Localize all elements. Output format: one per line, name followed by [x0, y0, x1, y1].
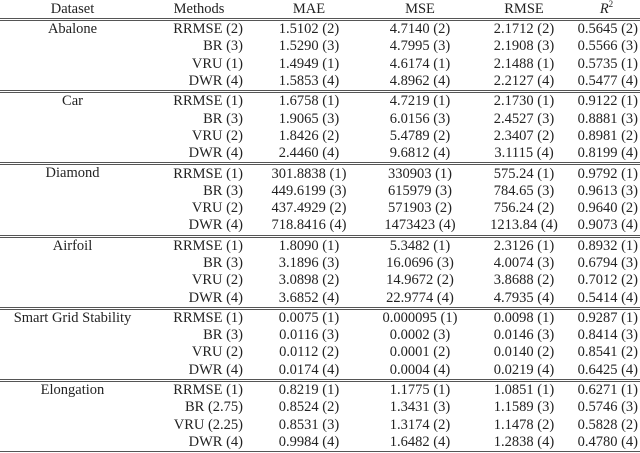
method-cell: VRU (2.25) — [173, 416, 243, 433]
r2-sup: 2 — [608, 0, 614, 10]
rmse-cell: 2.1908 (3) — [493, 38, 555, 55]
mse-cell: 0.0004 (4) — [389, 361, 451, 378]
mse-cell: 330903 (1) — [365, 164, 475, 183]
table-row — [0, 344, 640, 361]
table-row — [0, 380, 640, 399]
dataset-cell — [0, 255, 145, 272]
mae-cell: 449.6199 (3) — [271, 182, 347, 199]
mae-cell: 3.0898 (2) — [278, 272, 340, 289]
dataset-cell — [0, 344, 145, 361]
method-cell: RRMSE (1) — [145, 308, 253, 327]
dataset-group — [0, 308, 640, 380]
table-row — [0, 128, 640, 145]
method-cell: RRMSE (1) — [145, 236, 253, 255]
mae-cell: 437.4929 (2) — [271, 200, 347, 217]
r2-cell: 0.6271 (1) — [573, 380, 640, 399]
mae-cell: 3.1896 (3) — [278, 255, 340, 271]
mae-cell: 1.5102 (2) — [253, 20, 365, 39]
mae-cell: 0.0174 (4) — [278, 361, 340, 378]
rmse-cell: 2.3407 (2) — [493, 127, 555, 144]
dataset-group — [0, 236, 640, 308]
method-cell: BR (3) — [203, 110, 243, 127]
dataset-cell: Airfoil — [0, 236, 145, 255]
rmse-cell: 4.0074 (3) — [493, 255, 555, 271]
r2-cell: 0.9613 (3) — [577, 182, 638, 199]
method-cell: BR (3) — [203, 38, 243, 55]
r2-cell: 0.8541 (2) — [577, 344, 638, 361]
mse-cell: 1.3174 (2) — [389, 416, 451, 433]
r2-cell: 0.9122 (1) — [573, 92, 640, 111]
method-cell: VRU (1) — [191, 55, 243, 72]
mse-cell: 4.6174 (1) — [389, 55, 451, 72]
r2-cell: 0.9287 (1) — [573, 308, 640, 327]
dataset-cell — [0, 399, 145, 416]
dataset-cell: Smart Grid Stability — [0, 308, 145, 327]
method-cell: BR (3) — [203, 255, 243, 271]
rmse-cell: 756.24 (2) — [493, 200, 555, 217]
mse-cell: 6.0156 (3) — [389, 110, 451, 127]
rmse-cell: 1.0851 (1) — [475, 380, 573, 399]
mse-cell: 4.7140 (2) — [365, 20, 475, 39]
method-cell: DWR (4) — [145, 434, 253, 452]
table-row — [0, 20, 640, 39]
method-cell: VRU (2) — [191, 127, 243, 144]
rmse-cell: 1.1478 (2) — [493, 416, 555, 433]
rmse-cell: 2.1730 (1) — [475, 92, 573, 111]
mae-cell: 0.8219 (1) — [253, 380, 365, 399]
dataset-cell — [0, 110, 145, 127]
dataset-group — [0, 164, 640, 236]
mse-cell: 4.8962 (4) — [389, 73, 451, 90]
mse-cell: 0.000095 (1) — [365, 308, 475, 327]
dataset-group — [0, 380, 640, 451]
rmse-cell: 1.2838 (4) — [475, 434, 573, 452]
dataset-cell — [0, 200, 145, 217]
header-dataset: Dataset — [50, 1, 95, 17]
mae-cell: 2.4460 (4) — [278, 145, 340, 162]
dataset-cell — [0, 145, 145, 164]
mae-cell: 1.5290 (3) — [278, 38, 340, 55]
mse-cell: 0.0002 (3) — [389, 327, 451, 344]
dataset-cell — [0, 327, 145, 344]
mae-cell: 1.8090 (1) — [253, 236, 365, 255]
r2-cell: 0.5414 (4) — [577, 289, 638, 306]
table-row — [0, 272, 640, 289]
rmse-cell: 2.3126 (1) — [475, 236, 573, 255]
table-row — [0, 236, 640, 255]
dataset-cell — [0, 362, 145, 381]
table-header — [0, 0, 640, 20]
r2-cell: 0.8199 (4) — [577, 145, 638, 162]
mse-cell: 4.7219 (1) — [365, 92, 475, 111]
rmse-cell: 0.0146 (3) — [493, 327, 555, 344]
rmse-cell: 2.1488 (1) — [493, 55, 555, 72]
mse-cell: 1473423 (4) — [384, 217, 456, 234]
mse-cell: 14.9672 (2) — [386, 272, 454, 289]
rmse-cell: 4.7935 (4) — [493, 289, 555, 306]
r2-cell: 0.5746 (3) — [577, 399, 638, 416]
mae-cell: 1.4949 (1) — [278, 55, 340, 72]
method-cell: DWR (4) — [188, 145, 243, 162]
rmse-cell: 3.1115 (4) — [494, 145, 554, 162]
mse-cell: 16.0696 (3) — [386, 255, 454, 271]
r2-cell: 0.9792 (1) — [573, 164, 640, 183]
rmse-cell: 1213.84 (4) — [490, 217, 558, 234]
table-row — [0, 308, 640, 327]
r2-cell: 0.5566 (3) — [577, 38, 638, 55]
mse-cell: 9.6812 (4) — [389, 145, 451, 162]
dataset-cell — [0, 183, 145, 200]
dataset-cell — [0, 434, 145, 452]
header-rmse: RMSE — [504, 1, 544, 17]
header-methods: Methods — [173, 1, 225, 17]
r2-cell: 0.8414 (3) — [577, 327, 638, 344]
r2-cell: 0.6794 (3) — [577, 255, 638, 271]
method-cell: DWR (4) — [188, 73, 243, 90]
table-row — [0, 434, 640, 452]
method-cell: RRMSE (1) — [145, 380, 253, 399]
table-row — [0, 217, 640, 236]
dataset-cell — [0, 289, 145, 308]
r2-cell: 0.8932 (1) — [573, 236, 640, 255]
dataset-cell — [0, 417, 145, 434]
r2-cell: 0.5828 (2) — [577, 416, 638, 433]
header-r2 — [573, 0, 640, 20]
r2-base: R — [599, 1, 609, 17]
mse-cell: 5.3482 (1) — [365, 236, 475, 255]
header-mae: MAE — [292, 1, 326, 17]
method-cell: VRU (2) — [191, 272, 243, 289]
method-cell: BR (3) — [203, 182, 243, 199]
dataset-cell — [0, 38, 145, 55]
mae-cell: 718.8416 (4) — [271, 217, 347, 234]
rmse-cell: 0.0140 (2) — [493, 344, 555, 361]
mse-cell: 571903 (2) — [387, 200, 453, 217]
table-row — [0, 56, 640, 73]
r2-cell: 0.8981 (2) — [577, 127, 638, 144]
dataset-cell: Car — [0, 92, 145, 111]
rmse-cell: 575.24 (1) — [475, 164, 573, 183]
mae-cell: 301.8838 (1) — [253, 164, 365, 183]
mae-cell: 0.0075 (1) — [253, 308, 365, 327]
r2-cell: 0.9073 (4) — [577, 217, 638, 234]
dataset-cell: Elongation — [0, 380, 145, 399]
mae-cell: 3.6852 (4) — [278, 289, 340, 306]
mse-cell: 22.9774 (4) — [386, 289, 454, 306]
rmse-cell: 3.8688 (2) — [493, 272, 555, 289]
rmse-cell: 0.0219 (4) — [493, 361, 555, 378]
mse-cell: 615979 (3) — [387, 182, 453, 199]
r2-cell: 0.8881 (3) — [577, 110, 638, 127]
mae-cell: 0.0116 (3) — [279, 327, 339, 344]
method-cell: DWR (4) — [188, 217, 243, 234]
method-cell: DWR (4) — [188, 289, 243, 306]
dataset-cell — [0, 217, 145, 236]
r2-cell: 0.5477 (4) — [577, 73, 638, 90]
r2-cell: 0.5645 (2) — [573, 20, 640, 39]
header-mse: MSE — [405, 1, 435, 17]
mae-cell: 0.9984 (4) — [253, 434, 365, 452]
rmse-cell: 784.65 (3) — [493, 182, 555, 199]
method-cell: DWR (4) — [188, 361, 243, 378]
dataset-group — [0, 20, 640, 92]
table-row — [0, 183, 640, 200]
r2-cell: 0.6425 (4) — [577, 361, 638, 378]
mse-cell: 0.0001 (2) — [389, 344, 451, 361]
mse-cell: 4.7995 (3) — [389, 38, 451, 55]
mae-cell: 0.8531 (3) — [278, 416, 340, 433]
table-row — [0, 327, 640, 344]
dataset-cell — [0, 128, 145, 145]
table-row — [0, 417, 640, 434]
r2-cell: 0.4780 (4) — [573, 434, 640, 452]
r2-cell: 0.7012 (2) — [577, 272, 638, 289]
rmse-cell: 2.4527 (3) — [493, 110, 555, 127]
method-cell: RRMSE (2) — [145, 20, 253, 39]
table-row — [0, 362, 640, 381]
method-cell: BR (3) — [203, 327, 243, 344]
method-cell: BR (2.75) — [185, 399, 243, 416]
mse-cell: 1.6482 (4) — [365, 434, 475, 452]
table-row — [0, 164, 640, 183]
table-row — [0, 73, 640, 92]
dataset-group — [0, 92, 640, 164]
dataset-cell: Diamond — [0, 164, 145, 183]
mae-cell: 1.9065 (3) — [278, 110, 340, 127]
dataset-cell — [0, 73, 145, 92]
r2-cell: 0.9640 (2) — [577, 200, 638, 217]
table-row — [0, 200, 640, 217]
rmse-cell: 2.2127 (4) — [493, 73, 555, 90]
r2-cell: 0.5735 (1) — [577, 55, 638, 72]
mse-cell: 1.1775 (1) — [365, 380, 475, 399]
dataset-cell: Abalone — [0, 20, 145, 39]
method-cell: VRU (2) — [191, 344, 243, 361]
method-cell: VRU (2) — [191, 200, 243, 217]
table-row — [0, 289, 640, 308]
dataset-cell — [0, 56, 145, 73]
table-row — [0, 145, 640, 164]
rmse-cell: 1.1589 (3) — [493, 399, 555, 416]
mae-cell: 1.8426 (2) — [278, 127, 340, 144]
mae-cell: 1.6758 (1) — [253, 92, 365, 111]
method-cell: RRMSE (1) — [145, 164, 253, 183]
mse-cell: 5.4789 (2) — [389, 127, 451, 144]
mae-cell: 1.5853 (4) — [278, 73, 340, 90]
mae-cell: 0.0112 (2) — [279, 344, 339, 361]
mse-cell: 1.3431 (3) — [389, 399, 451, 416]
table-row — [0, 92, 640, 111]
mae-cell: 0.8524 (2) — [278, 399, 340, 416]
dataset-cell — [0, 272, 145, 289]
table-row — [0, 255, 640, 272]
table-row — [0, 38, 640, 55]
rmse-cell: 2.1712 (2) — [475, 20, 573, 39]
method-cell: RRMSE (1) — [145, 92, 253, 111]
rmse-cell: 0.0098 (1) — [475, 308, 573, 327]
table-row — [0, 110, 640, 127]
table-row — [0, 399, 640, 416]
